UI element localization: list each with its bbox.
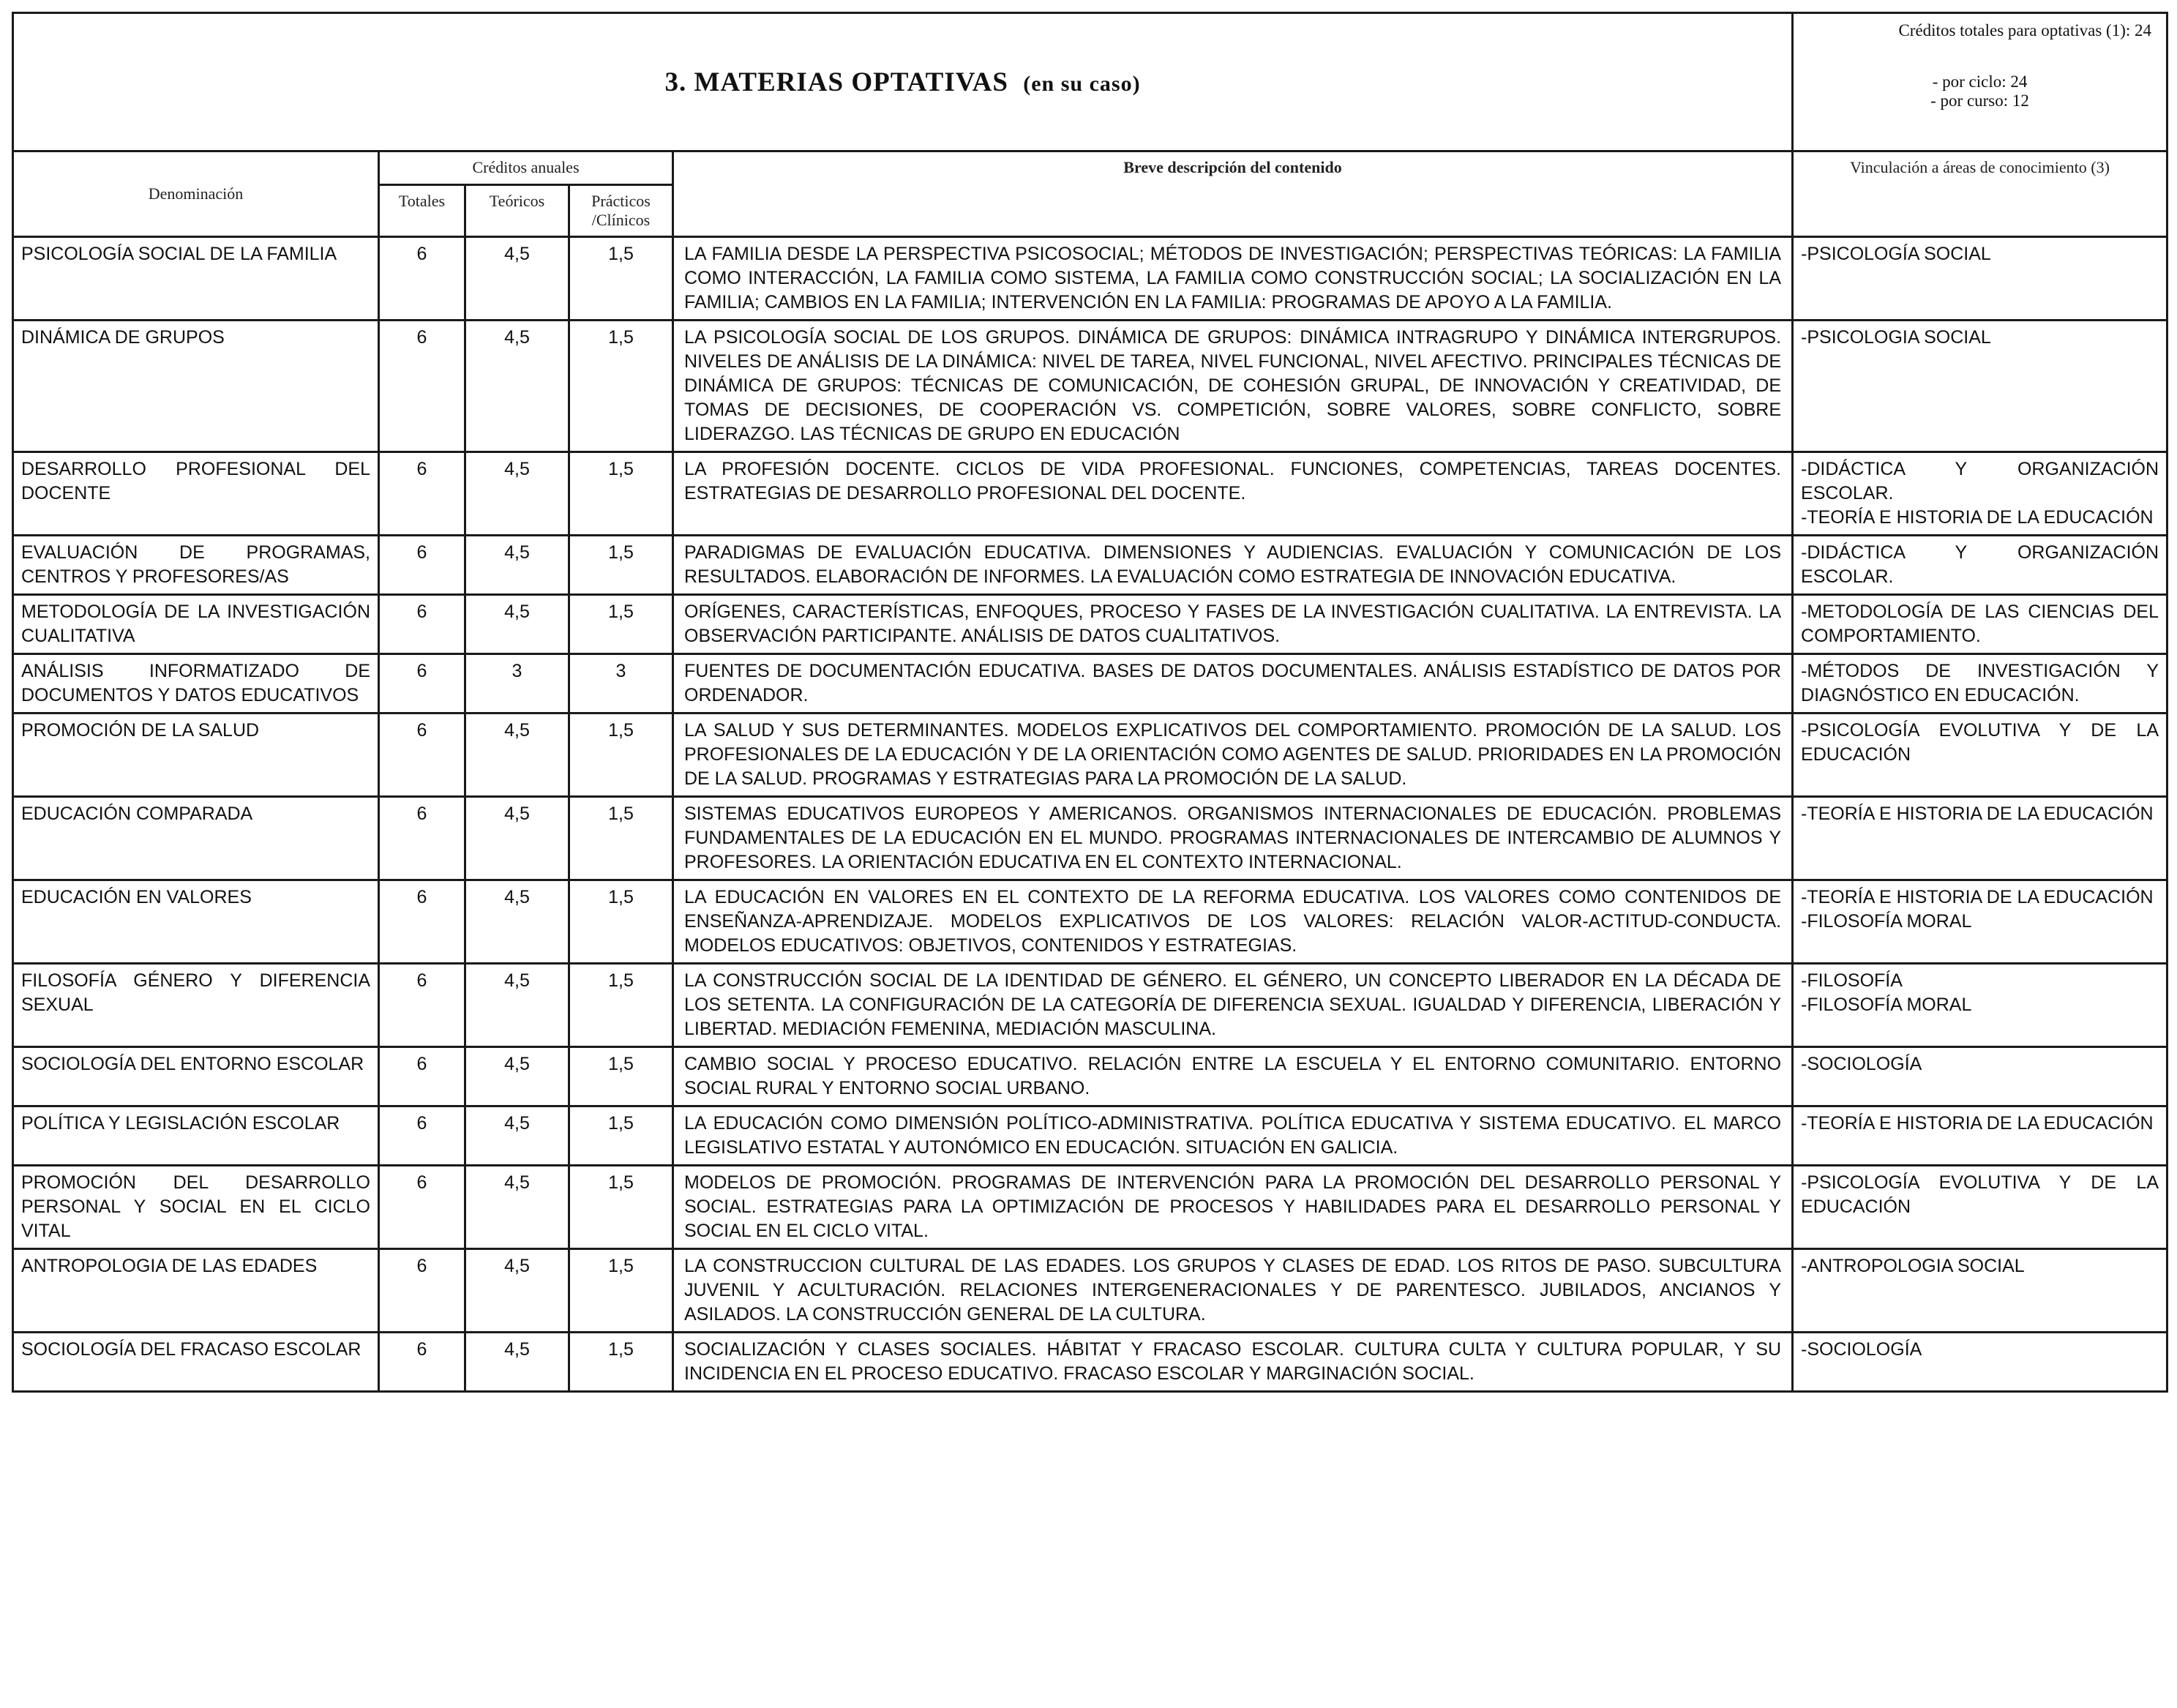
credits-practicos: 3 [569, 654, 673, 713]
credits-teoricos: 4,5 [465, 713, 569, 797]
credits-totales: 6 [379, 1166, 465, 1249]
knowledge-area: -FILOSOFÍA [1801, 970, 1903, 991]
credits-totales: 6 [379, 1047, 465, 1106]
table-row [13, 536, 2167, 595]
table-row [13, 1047, 2167, 1106]
knowledge-areas [1793, 880, 2167, 964]
subject-name: PROMOCIÓN DEL DESARROLLO PERSONAL Y SOCIAL EN EL CICLO VITAL [13, 1166, 379, 1249]
credits-practicos: 1,5 [569, 536, 673, 595]
credits-practicos: 1,5 [569, 1047, 673, 1106]
knowledge-area: -FILOSOFÍA MORAL [1801, 911, 1972, 932]
credits-total: Créditos totales para optativas (1): 24 [1898, 21, 2152, 40]
table-row [13, 797, 2167, 880]
subject-name: PROMOCIÓN DE LA SALUD [13, 713, 379, 797]
subject-description: LA PROFESIÓN DOCENTE. CICLOS DE VIDA PROFESIONAL. FUNCIONES, COMPETENCIAS, TAREAS DOCENTES. ESTRATEGIAS DE DESARROLLO PROFESIONAL DEL DOCENTE. [673, 452, 1793, 536]
credits-practicos: 1,5 [569, 713, 673, 797]
credits-totales: 6 [379, 713, 465, 797]
knowledge-area: -DIDÁCTICA Y ORGANIZACIÓN ESCOLAR. [1801, 459, 2159, 503]
credits-totales: 6 [379, 1249, 465, 1333]
knowledge-areas [1793, 1047, 2167, 1106]
table-row [13, 452, 2167, 536]
subject-name: METODOLOGÍA DE LA INVESTIGACIÓN CUALITATIVA [13, 595, 379, 654]
subject-description: LA CONSTRUCCION CULTURAL DE LAS EDADES. LOS GRUPOS Y CLASES DE EDAD. LOS RITOS DE PASO. SUBCULTURA JUVENIL Y ACULTURACIÓN. RELACIONES INTERGENERACIONALES Y DE PARENTESCO. JUBILADOS, ANCIANOS Y ASILADOS. LA CONSTRUCCIÓN GENERAL DE LA CULTURA. [673, 1249, 1793, 1333]
knowledge-area: -MÉTODOS DE INVESTIGACIÓN Y DIAGNÓSTICO EN EDUCACIÓN. [1801, 661, 2159, 705]
credits-teoricos: 4,5 [465, 595, 569, 654]
knowledge-area: -METODOLOGÍA DE LAS CIENCIAS DEL COMPORTAMIENTO. [1801, 602, 2159, 646]
knowledge-area: -DIDÁCTICA Y ORGANIZACIÓN ESCOLAR. [1801, 542, 2159, 587]
header-denominacion: Denominación [13, 151, 379, 237]
section-title-sub: (en su caso) [1023, 71, 1141, 96]
knowledge-area: -SOCIOLOGÍA [1801, 1339, 1922, 1360]
table-row [13, 237, 2167, 321]
knowledge-area: -PSICOLOGÍA EVOLUTIVA Y DE LA EDUCACIÓN [1801, 1172, 2159, 1217]
knowledge-areas [1793, 964, 2167, 1047]
header-totales: Totales [379, 185, 465, 237]
subject-name: SOCIOLOGÍA DEL FRACASO ESCOLAR [13, 1333, 379, 1392]
header-row-1 [13, 151, 2167, 185]
credits-practicos: 1,5 [569, 452, 673, 536]
table-row [13, 321, 2167, 452]
table-row [13, 964, 2167, 1047]
credits-totales: 6 [379, 1106, 465, 1166]
knowledge-areas [1793, 1249, 2167, 1333]
title-row [13, 13, 2167, 151]
credits-teoricos: 4,5 [465, 452, 569, 536]
header-creditos-anuales: Créditos anuales [379, 151, 673, 185]
subject-description: CAMBIO SOCIAL Y PROCESO EDUCATIVO. RELACIÓN ENTRE LA ESCUELA Y EL ENTORNO COMUNITARIO. ENTORNO SOCIAL RURAL Y ENTORNO SOCIAL URBANO. [673, 1047, 1793, 1106]
section-number: 3. [664, 67, 687, 97]
credits-teoricos: 4,5 [465, 237, 569, 321]
credits-totales: 6 [379, 797, 465, 880]
subject-description: LA PSICOLOGÍA SOCIAL DE LOS GRUPOS. DINÁMICA DE GRUPOS: DINÁMICA INTRAGRUPO Y DINÁMICA INTERGRUPOS. NIVELES DE ANÁLISIS DE LA DINÁMICA: NIVEL DE TAREA, NIVEL FUNCIONAL, NIVEL AFECTIVO. PRINCIPALES TÉCNICAS DE DINÁMICA DE GRUPOS: TÉCNICAS DE COMUNICACIÓN, DE COHESIÓN GRUPAL, DE INNOVACIÓN Y CREATIVIDAD, DE TOMAS DE DECISIONES, DE COOPERACIÓN VS. COMPETICIÓN, SOBRE VALORES, SOBRE CONFLICTO, SOBRE LIDERAZGO. LAS TÉCNICAS DE GRUPO EN EDUCACIÓN [673, 321, 1793, 452]
knowledge-area: -TEORÍA E HISTORIA DE LA EDUCACIÓN [1801, 887, 2154, 907]
credits-totales: 6 [379, 880, 465, 964]
knowledge-area: -TEORÍA E HISTORIA DE LA EDUCACIÓN [1801, 804, 2154, 824]
knowledge-area: -FILOSOFÍA MORAL [1801, 995, 1972, 1015]
knowledge-area: -SOCIOLOGÍA [1801, 1054, 1922, 1074]
subject-description: PARADIGMAS DE EVALUACIÓN EDUCATIVA. DIMENSIONES Y AUDIENCIAS. EVALUACIÓN Y COMUNICACIÓN DE LOS RESULTADOS. ELABORACIÓN DE INFORMES. LA EVALUACIÓN COMO ESTRATEGIA DE INNOVACIÓN EDUCATIVA. [673, 536, 1793, 595]
credits-practicos: 1,5 [569, 237, 673, 321]
subject-description: LA CONSTRUCCIÓN SOCIAL DE LA IDENTIDAD DE GÉNERO. EL GÉNERO, UN CONCEPTO LIBERADOR EN LA DÉCADA DE LOS SETENTA. LA CONFIGURACIÓN DE LA CATEGORÍA DE DIFERENCIA SEXUAL. IGUALDAD Y DIFERENCIA, LIBERACIÓN Y LIBERTAD. MEDIACIÓN FEMENINA, MEDIACIÓN MASCULINA. [673, 964, 1793, 1047]
knowledge-area: -ANTROPOLOGIA SOCIAL [1801, 1256, 2025, 1276]
subject-name: ANÁLISIS INFORMATIZADO DE DOCUMENTOS Y DATOS EDUCATIVOS [13, 654, 379, 713]
subject-name: SOCIOLOGÍA DEL ENTORNO ESCOLAR [13, 1047, 379, 1106]
knowledge-areas [1793, 654, 2167, 713]
subject-description: MODELOS DE PROMOCIÓN. PROGRAMAS DE INTERVENCIÓN PARA LA PROMOCIÓN DEL DESARROLLO PERSONAL Y SOCIAL. ESTRATEGIAS PARA LA OPTIMIZACIÓN DE PROCESOS Y HABILIDADES PARA EL DESARROLLO PERSONAL Y SOCIAL EN EL CICLO VITAL. [673, 1166, 1793, 1249]
credits-practicos: 1,5 [569, 321, 673, 452]
credits-teoricos: 4,5 [465, 1249, 569, 1333]
section-title [13, 13, 1793, 151]
credits-practicos: 1,5 [569, 880, 673, 964]
subject-name: EDUCACIÓN COMPARADA [13, 797, 379, 880]
knowledge-areas [1793, 237, 2167, 321]
table-row [13, 1106, 2167, 1166]
credits-teoricos: 4,5 [465, 880, 569, 964]
knowledge-areas [1793, 1333, 2167, 1392]
subject-description: LA FAMILIA DESDE LA PERSPECTIVA PSICOSOCIAL; MÉTODOS DE INVESTIGACIÓN; PERSPECTIVAS TEÓRICAS: LA FAMILIA COMO INTERACCIÓN, LA FAMILIA COMO SISTEMA, LA FAMILIA COMO CONSTRUCCIÓN SOCIAL; LA SOCIALIZACIÓN EN LA FAMILIA; CAMBIOS EN LA FAMILIA; INTERVENCIÓN EN LA FAMILIA: PROGRAMAS DE APOYO A LA FAMILIA. [673, 237, 1793, 321]
subject-name: ANTROPOLOGIA DE LAS EDADES [13, 1249, 379, 1333]
knowledge-area: -TEORÍA E HISTORIA DE LA EDUCACIÓN [1801, 507, 2154, 528]
credits-totales: 6 [379, 595, 465, 654]
knowledge-areas [1793, 1106, 2167, 1166]
subject-name: EDUCACIÓN EN VALORES [13, 880, 379, 964]
knowledge-areas [1793, 713, 2167, 797]
subject-description: LA SALUD Y SUS DETERMINANTES. MODELOS EXPLICATIVOS DEL COMPORTAMIENTO. PROMOCIÓN DE LA SALUD. LOS PROFESIONALES DE LA EDUCACIÓN Y DE LA ORIENTACIÓN COMO AGENTES DE SALUD. PRIORIDADES EN LA PROMOCIÓN DE LA SALUD. PROGRAMAS Y ESTRATEGIAS PARA LA PROMOCIÓN DE LA SALUD. [673, 713, 1793, 797]
credits-teoricos: 4,5 [465, 1333, 569, 1392]
credits-totales: 6 [379, 964, 465, 1047]
credits-teoricos: 4,5 [465, 797, 569, 880]
table-row [13, 880, 2167, 964]
subject-description: SISTEMAS EDUCATIVOS EUROPEOS Y AMERICANOS. ORGANISMOS INTERNACIONALES DE EDUCACIÓN. PROBLEMAS FUNDAMENTALES DE LA EDUCACIÓN EN EL MUNDO. PROGRAMAS INTERNACIONALES DE INTERCAMBIO DE ALUMNOS Y PROFESORES. LA ORIENTACIÓN EDUCATIVA EN EL CONTEXTO INTERNACIONAL. [673, 797, 1793, 880]
optativas-table [12, 12, 2168, 1393]
credits-per-cycle: - por ciclo: 24 [1932, 72, 2028, 91]
credits-teoricos: 4,5 [465, 536, 569, 595]
knowledge-areas [1793, 595, 2167, 654]
header-descripcion: Breve descripción del contenido [673, 151, 1793, 237]
credits-practicos: 1,5 [569, 964, 673, 1047]
subject-name: POLÍTICA Y LEGISLACIÓN ESCOLAR [13, 1106, 379, 1166]
credits-totales: 6 [379, 452, 465, 536]
subject-name: PSICOLOGÍA SOCIAL DE LA FAMILIA [13, 237, 379, 321]
header-practicos: Prácticos /Clínicos [569, 185, 673, 237]
credits-totales: 6 [379, 536, 465, 595]
credits-practicos: 1,5 [569, 1106, 673, 1166]
subject-description: SOCIALIZACIÓN Y CLASES SOCIALES. HÁBITAT Y FRACASO ESCOLAR. CULTURA CULTA Y CULTURA POPULAR, Y SU INCIDENCIA EN EL PROCESO EDUCATIVO. FRACASO ESCOLAR Y MARGINACIÓN SOCIAL. [673, 1333, 1793, 1392]
subject-name: FILOSOFÍA GÉNERO Y DIFERENCIA SEXUAL [13, 964, 379, 1047]
credits-totales: 6 [379, 237, 465, 321]
credits-teoricos: 4,5 [465, 1047, 569, 1106]
knowledge-area: -TEORÍA E HISTORIA DE LA EDUCACIÓN [1801, 1113, 2154, 1134]
knowledge-areas [1793, 452, 2167, 536]
table-row [13, 1333, 2167, 1392]
credits-teoricos: 4,5 [465, 1166, 569, 1249]
knowledge-area: -PSICOLOGÍA EVOLUTIVA Y DE LA EDUCACIÓN [1801, 720, 2159, 765]
subject-description: LA EDUCACIÓN EN VALORES EN EL CONTEXTO DE LA REFORMA EDUCATIVA. LOS VALORES COMO CONTENIDOS DE ENSEÑANZA-APRENDIZAJE. MODELOS EXPLICATIVOS DE LOS VALORES: RELACIÓN VALOR-ACTITUD-CONDUCTA. MODELOS EDUCATIVOS: OBJETIVOS, CONTENIDOS Y ESTRATEGIAS. [673, 880, 1793, 964]
table-row [13, 595, 2167, 654]
credits-teoricos: 3 [465, 654, 569, 713]
knowledge-areas [1793, 321, 2167, 452]
subject-name: DESARROLLO PROFESIONAL DEL DOCENTE [13, 452, 379, 536]
knowledge-areas [1793, 536, 2167, 595]
header-teoricos: Teóricos [465, 185, 569, 237]
credits-totales: 6 [379, 654, 465, 713]
table-row [13, 1249, 2167, 1333]
credits-practicos: 1,5 [569, 595, 673, 654]
credits-teoricos: 4,5 [465, 964, 569, 1047]
knowledge-areas [1793, 797, 2167, 880]
knowledge-area: -PSICOLOGIA SOCIAL [1801, 327, 1991, 348]
credits-practicos: 1,5 [569, 1249, 673, 1333]
section-title-main: MATERIAS OPTATIVAS [694, 67, 1008, 97]
credits-summary [1793, 13, 2167, 151]
credits-per-course: - por curso: 12 [1930, 91, 2029, 110]
table-row [13, 713, 2167, 797]
subject-description: FUENTES DE DOCUMENTACIÓN EDUCATIVA. BASES DE DATOS DOCUMENTALES. ANÁLISIS ESTADÍSTICO DE DATOS POR ORDENADOR. [673, 654, 1793, 713]
knowledge-area: -PSICOLOGÍA SOCIAL [1801, 244, 1991, 264]
table-row [13, 1166, 2167, 1249]
subject-name: EVALUACIÓN DE PROGRAMAS, CENTROS Y PROFESORES/AS [13, 536, 379, 595]
credits-totales: 6 [379, 321, 465, 452]
credits-practicos: 1,5 [569, 797, 673, 880]
credits-totales: 6 [379, 1333, 465, 1392]
credits-practicos: 1,5 [569, 1166, 673, 1249]
credits-teoricos: 4,5 [465, 1106, 569, 1166]
subject-description: LA EDUCACIÓN COMO DIMENSIÓN POLÍTICO-ADMINISTRATIVA. POLÍTICA EDUCATIVA Y SISTEMA EDUCATIVO. EL MARCO LEGISLATIVO ESTATAL Y AUTONÓMICO EN EDUCACIÓN. SITUACIÓN EN GALICIA. [673, 1106, 1793, 1166]
credits-practicos: 1,5 [569, 1333, 673, 1392]
knowledge-areas [1793, 1166, 2167, 1249]
subject-description: ORÍGENES, CARACTERÍSTICAS, ENFOQUES, PROCESO Y FASES DE LA INVESTIGACIÓN CUALITATIVA. LA ENTREVISTA. LA OBSERVACIÓN PARTICIPANTE. ANÁLISIS DE DATOS CUALITATIVOS. [673, 595, 1793, 654]
header-vinculacion: Vinculación a áreas de conocimiento (3) [1793, 151, 2167, 237]
credits-teoricos: 4,5 [465, 321, 569, 452]
document-page [12, 12, 2166, 1393]
table-row [13, 654, 2167, 713]
subject-name: DINÁMICA DE GRUPOS [13, 321, 379, 452]
